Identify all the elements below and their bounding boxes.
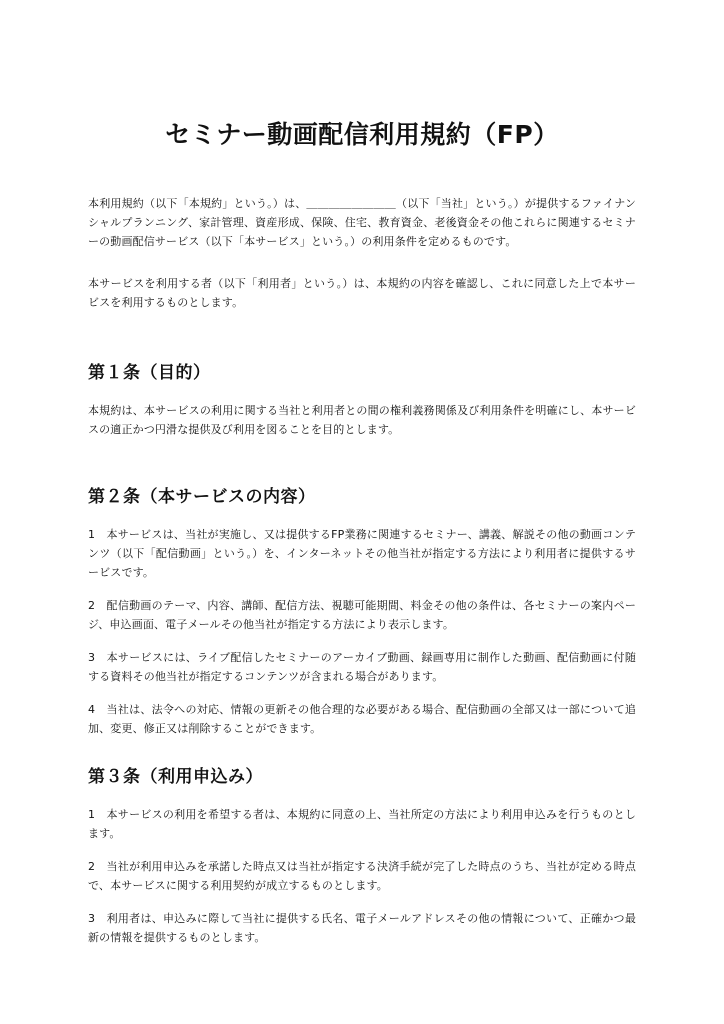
article-clause: 4 当社は、法令への対応、情報の更新その他合理的な必要がある場合、配信動画の全部又は一部について追加、変更、修正又は削除することができます。 <box>88 703 636 735</box>
article-clause: 1 本サービスの利用を希望する者は、本規約に同意の上、当社所定の方法により利用申込みを行うものとします。 <box>88 808 636 840</box>
article-heading: 第２条（本サービスの内容） <box>88 487 316 507</box>
document-title: セミナー動画配信利用規約（FP） <box>165 120 559 149</box>
article-clause: 3 本サービスには、ライブ配信したセミナーのアーカイブ動画、録画専用に制作した動画、配信動画に付随する資料その他当社が指定するコンテンツが含まれる場合があります。 <box>88 651 636 683</box>
article-heading: 第１条（目的） <box>88 363 211 383</box>
article-clause: 3 利用者は、申込みに際して当社に提供する氏名、電子メールアドレスその他の情報について、正確かつ最新の情報を提供するものとします。 <box>88 912 636 944</box>
article-clause: 2 当社が利用申込みを承諾した時点又は当社が指定する決済手続が完了した時点のうち、当社が定める時点で、本サービスに関する利用契約が成立するものとします。 <box>88 860 636 892</box>
article-1 <box>88 361 636 453</box>
intro-paragraph: 本利用規約（以下「本規約」という。）は、＿＿＿＿＿＿＿＿（以下「当社」という。）が提供するファイナンシャルプランニング、家計管理、資産形成、保険、住宅、教育資金、老後資金その他これらに関連するセミナーの動画配信サービス（以下「本サービス」という。）の利用条件を定めるものです。 <box>88 197 636 248</box>
intro-paragraph: 本サービスを利用する者（以下「利用者」という。）は、本規約の内容を確認し、これに同意した上で本サービスを利用するものとします。 <box>88 277 636 309</box>
article-clause: 本規約は、本サービスの利用に関する当社と利用者との間の権利義務関係及び利用条件を明確にし、本サービスの適正かつ円滑な提供及び利用を図ることを目的とします。 <box>88 404 636 436</box>
article-heading: 第３条（利用申込み） <box>88 767 263 787</box>
article-clause: 1 本サービスは、当社が実施し、又は提供するFP業務に関連するセミナー、講義、解説その他の動画コンテンツ（以下「配信動画」という。）を、インターネットその他当社が指定する方法により利用者に提供するサービスです。 <box>88 528 636 579</box>
article-2 <box>88 485 636 752</box>
article-clause: 2 配信動画のテーマ、内容、講師、配信方法、視聴可能期間、料金その他の条件は、各セミナーの案内ページ、申込画面、電子メールその他当社が指定する方法により表示します。 <box>88 599 636 631</box>
article-3 <box>88 765 636 961</box>
